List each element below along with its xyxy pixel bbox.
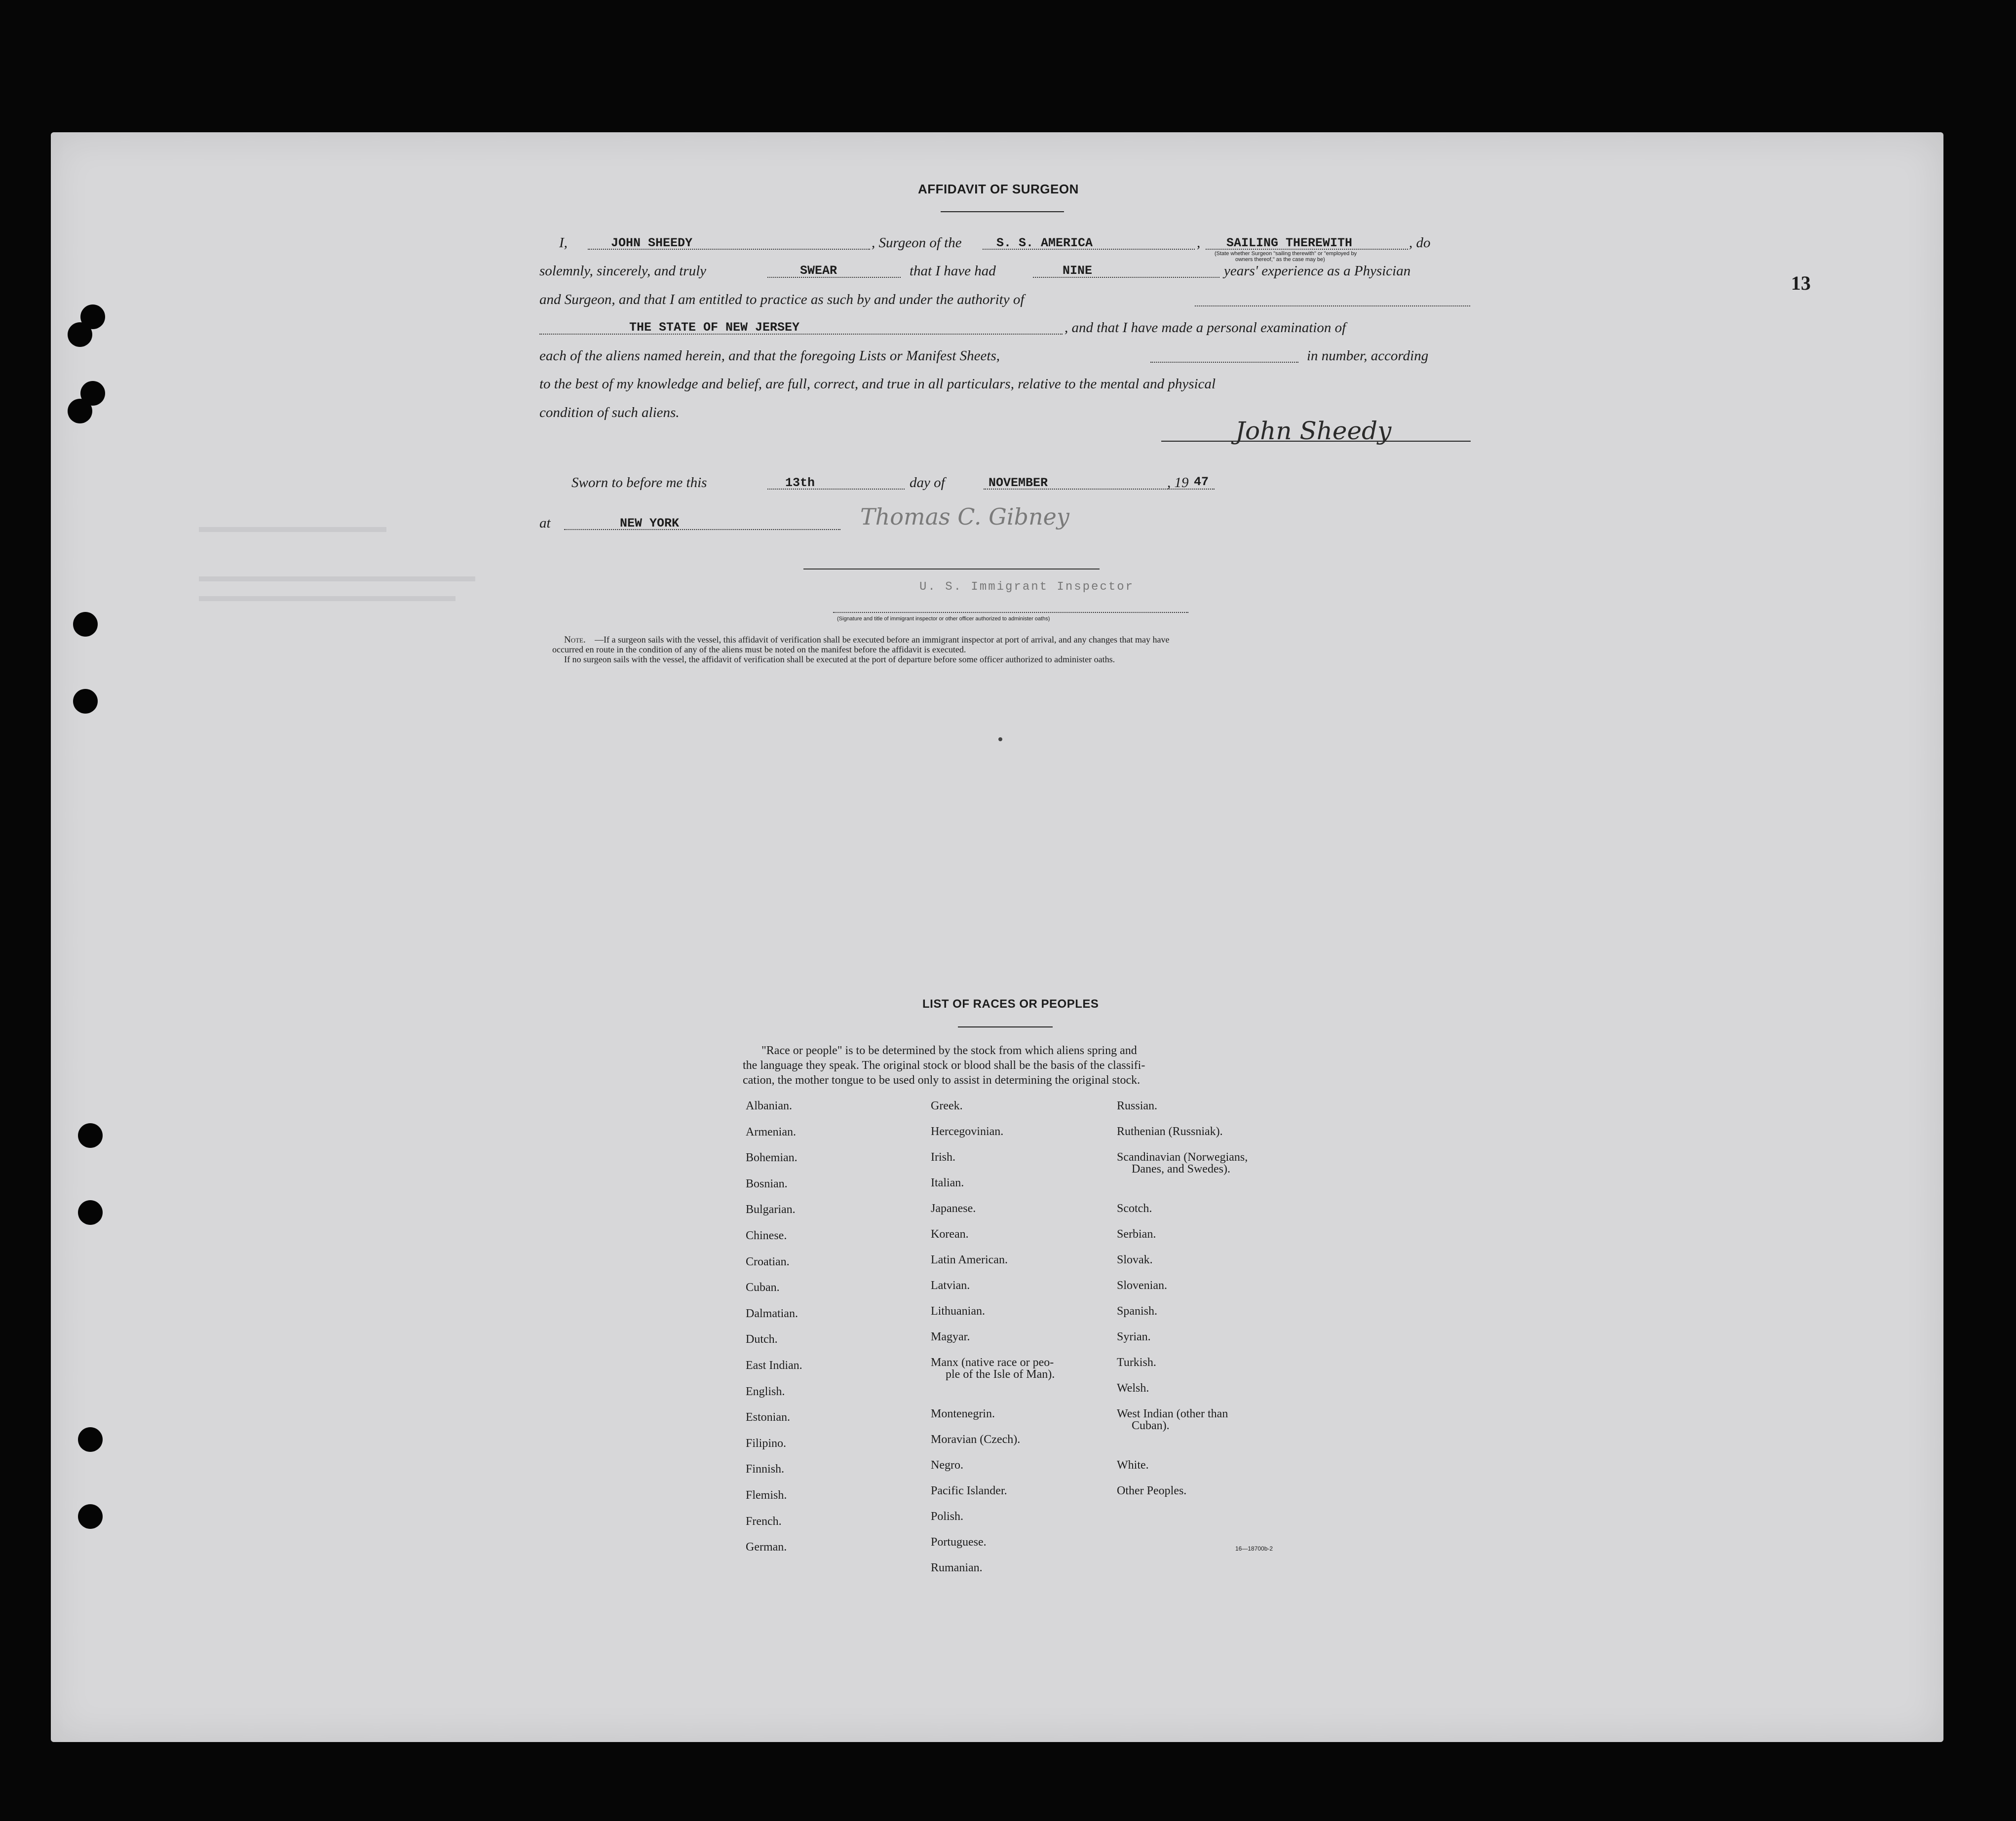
- document-sheet: [51, 132, 1943, 1742]
- place-field-line: [564, 529, 840, 530]
- binder-hole: [68, 322, 92, 347]
- sworn-year-field: 47: [1194, 475, 1209, 489]
- race-item: East Indian.: [746, 1359, 802, 1372]
- aff-line1-text4: , do: [1409, 235, 1431, 251]
- race-item: Bosnian.: [746, 1177, 788, 1190]
- race-item: Bulgarian.: [746, 1203, 796, 1216]
- races-intro-3: cation, the mother tongue to be used only to assist in determining the original stock.: [743, 1074, 1141, 1087]
- sworn-text2: day of: [910, 475, 945, 491]
- race-item: Portuguese.: [931, 1536, 987, 1549]
- race-item: Hercegovinian.: [931, 1125, 1004, 1138]
- vessel-field: S. S. AMERICA: [996, 236, 1093, 250]
- binder-hole: [73, 689, 98, 714]
- race-item: Cuban.: [746, 1281, 780, 1294]
- race-item: Latin American.: [931, 1253, 1008, 1266]
- race-item: Syrian.: [1117, 1330, 1151, 1343]
- race-item: French.: [746, 1515, 782, 1528]
- note-line-2: occurred en route in the condition of any of the aliens must be noted on the manifest before the affidavit is executed.: [552, 645, 966, 654]
- race-item: Croatian.: [746, 1255, 790, 1268]
- race-item: Finnish.: [746, 1463, 785, 1476]
- race-item: White.: [1117, 1459, 1149, 1472]
- race-item: Bohemian.: [746, 1151, 798, 1165]
- race-item: Irish.: [931, 1151, 955, 1164]
- binder-hole: [78, 1427, 103, 1452]
- surgeon-name-field: JOHN SHEEDY: [611, 236, 693, 250]
- years-field: NINE: [1063, 264, 1093, 278]
- race-item: Albanian.: [746, 1100, 792, 1112]
- race-item: Italian.: [931, 1176, 964, 1189]
- races-intro-2: the language they speak. The original stock or blood shall be the basis of the classifi-: [743, 1059, 1145, 1072]
- oath-field: SWEAR: [800, 264, 837, 278]
- race-item: Negro.: [931, 1459, 963, 1472]
- race-item: Pacific Islander.: [931, 1484, 1007, 1497]
- races-intro-1: "Race or people" is to be determined by the stock from which aliens spring and: [761, 1044, 1137, 1057]
- status-field: SAILING THEREWITH: [1226, 236, 1353, 250]
- aff-line5-text2: in number, according: [1307, 348, 1429, 364]
- race-item: Polish.: [931, 1510, 964, 1523]
- race-item: Lithuanian.: [931, 1305, 985, 1318]
- race-item: Serbian.: [1117, 1228, 1156, 1241]
- race-item: English.: [746, 1385, 785, 1398]
- race-item: Slovenian.: [1117, 1279, 1167, 1292]
- aff-line7-text: condition of such aliens.: [539, 405, 680, 420]
- race-item: Rumanian.: [931, 1561, 983, 1574]
- sheets-count-field-line: [1150, 362, 1298, 363]
- status-note-1: (State whether Surgeon "sailing therewith" or "employed by: [1215, 251, 1357, 257]
- race-item: Manx (native race or peo-: [931, 1356, 1054, 1369]
- sworn-text3: , 19: [1167, 475, 1189, 491]
- race-item: Chinese.: [746, 1229, 787, 1242]
- officer-title-stamp: U. S. Immigrant Inspector: [919, 580, 1135, 594]
- officer-signature: Thomas C. Gibney: [860, 503, 1069, 530]
- aff-line2-text2: that I have had: [910, 263, 996, 279]
- race-item: Korean.: [931, 1228, 969, 1241]
- race-item: German.: [746, 1541, 787, 1554]
- surgeon-signature: John Sheedy: [1235, 417, 1392, 445]
- sworn-month-field: NOVEMBER: [989, 476, 1048, 490]
- binder-hole: [78, 1200, 103, 1225]
- status-note-2: owners thereof," as the case may be): [1235, 257, 1325, 263]
- race-item: Japanese.: [931, 1202, 976, 1215]
- note-line-1: —If a surgeon sails with the vessel, this affidavit of verification shall be executed before an immigrant inspector at port of arrival, and any changes that may have: [595, 635, 1170, 645]
- race-item: Russian.: [1117, 1100, 1158, 1112]
- note-line-3: If no surgeon sails with the vessel, the affidavit of verification shall be executed at the port of departure before some officer authorized to administer oaths.: [564, 654, 1115, 664]
- race-item: Greek.: [931, 1100, 963, 1112]
- aff-line4-text: , and that I have made a personal examination of: [1065, 320, 1346, 336]
- races-title: LIST OF RACES OR PEOPLES: [922, 997, 1099, 1011]
- bleed-through-mark: [199, 527, 386, 532]
- years-field-line: [1033, 277, 1219, 278]
- binder-hole: [78, 1123, 103, 1148]
- race-item: ple of the Isle of Man).: [946, 1368, 1055, 1381]
- race-item: Scandinavian (Norwegians,: [1117, 1151, 1248, 1164]
- sworn-day-field: 13th: [785, 476, 815, 490]
- binder-hole: [68, 399, 92, 423]
- bleed-through-mark: [199, 596, 456, 601]
- aff-line1-text1: I,: [559, 235, 568, 251]
- aff-line6-text: to the best of my knowledge and belief, are full, correct, and true in all particulars, relative to the mental and physical: [539, 376, 1216, 392]
- race-item: Danes, and Swedes).: [1132, 1163, 1230, 1176]
- race-item: Cuban).: [1132, 1419, 1170, 1432]
- race-item: Ruthenian (Russniak).: [1117, 1125, 1223, 1138]
- authority-field-line-b: [539, 334, 1063, 335]
- race-item: Montenegrin.: [931, 1407, 995, 1420]
- race-item: Flemish.: [746, 1489, 787, 1502]
- race-item: Moravian (Czech).: [931, 1433, 1021, 1446]
- race-item: Dalmatian.: [746, 1307, 798, 1320]
- race-item: Magyar.: [931, 1330, 970, 1343]
- binder-hole: [78, 1504, 103, 1529]
- authority-field: THE STATE OF NEW JERSEY: [629, 320, 800, 335]
- race-item: Armenian.: [746, 1125, 796, 1138]
- affidavit-title: AFFIDAVIT OF SURGEON: [918, 182, 1079, 196]
- race-item: Latvian.: [931, 1279, 970, 1292]
- note-label: Note.: [564, 635, 586, 645]
- sworn-place-field: NEW YORK: [620, 516, 680, 531]
- race-item: Scotch.: [1117, 1202, 1152, 1215]
- page-number: 13: [1791, 272, 1811, 294]
- aff-line1-text2: , Surgeon of the: [872, 235, 962, 251]
- speck: [998, 737, 1002, 741]
- caption-line: [833, 612, 1188, 613]
- aff-line5-text1: each of the aliens named herein, and that the foregoing Lists or Manifest Sheets,: [539, 348, 1000, 364]
- signature-caption: (Signature and title of immigrant inspector or other officer authorized to administer oaths): [837, 616, 1050, 622]
- aff-line2-text1: solemnly, sincerely, and truly: [539, 263, 707, 279]
- aff-line1-text3: ,: [1197, 235, 1201, 251]
- binder-hole: [73, 612, 98, 637]
- race-item: Filipino.: [746, 1437, 787, 1450]
- aff-line3-text: and Surgeon, and that I am entitled to practice as such by and under the authority of: [539, 292, 1025, 307]
- sworn-text1: Sworn to before me this: [571, 475, 707, 491]
- aff-line2-text3: years' experience as a Physician: [1224, 263, 1411, 279]
- form-number: 16—18700b-2: [1235, 1545, 1273, 1552]
- authority-field-line-a: [1195, 305, 1470, 306]
- bleed-through-mark: [199, 576, 475, 581]
- race-item: Other Peoples.: [1117, 1484, 1187, 1497]
- race-item: West Indian (other than: [1117, 1407, 1228, 1420]
- title-underline: [941, 211, 1064, 212]
- at-text: at: [539, 515, 551, 531]
- race-item: Slovak.: [1117, 1253, 1153, 1266]
- race-item: Welsh.: [1117, 1382, 1149, 1395]
- race-item: Spanish.: [1117, 1305, 1158, 1318]
- race-item: Turkish.: [1117, 1356, 1156, 1369]
- races-title-underline: [958, 1026, 1053, 1027]
- race-item: Dutch.: [746, 1333, 778, 1346]
- race-item: Estonian.: [746, 1411, 790, 1424]
